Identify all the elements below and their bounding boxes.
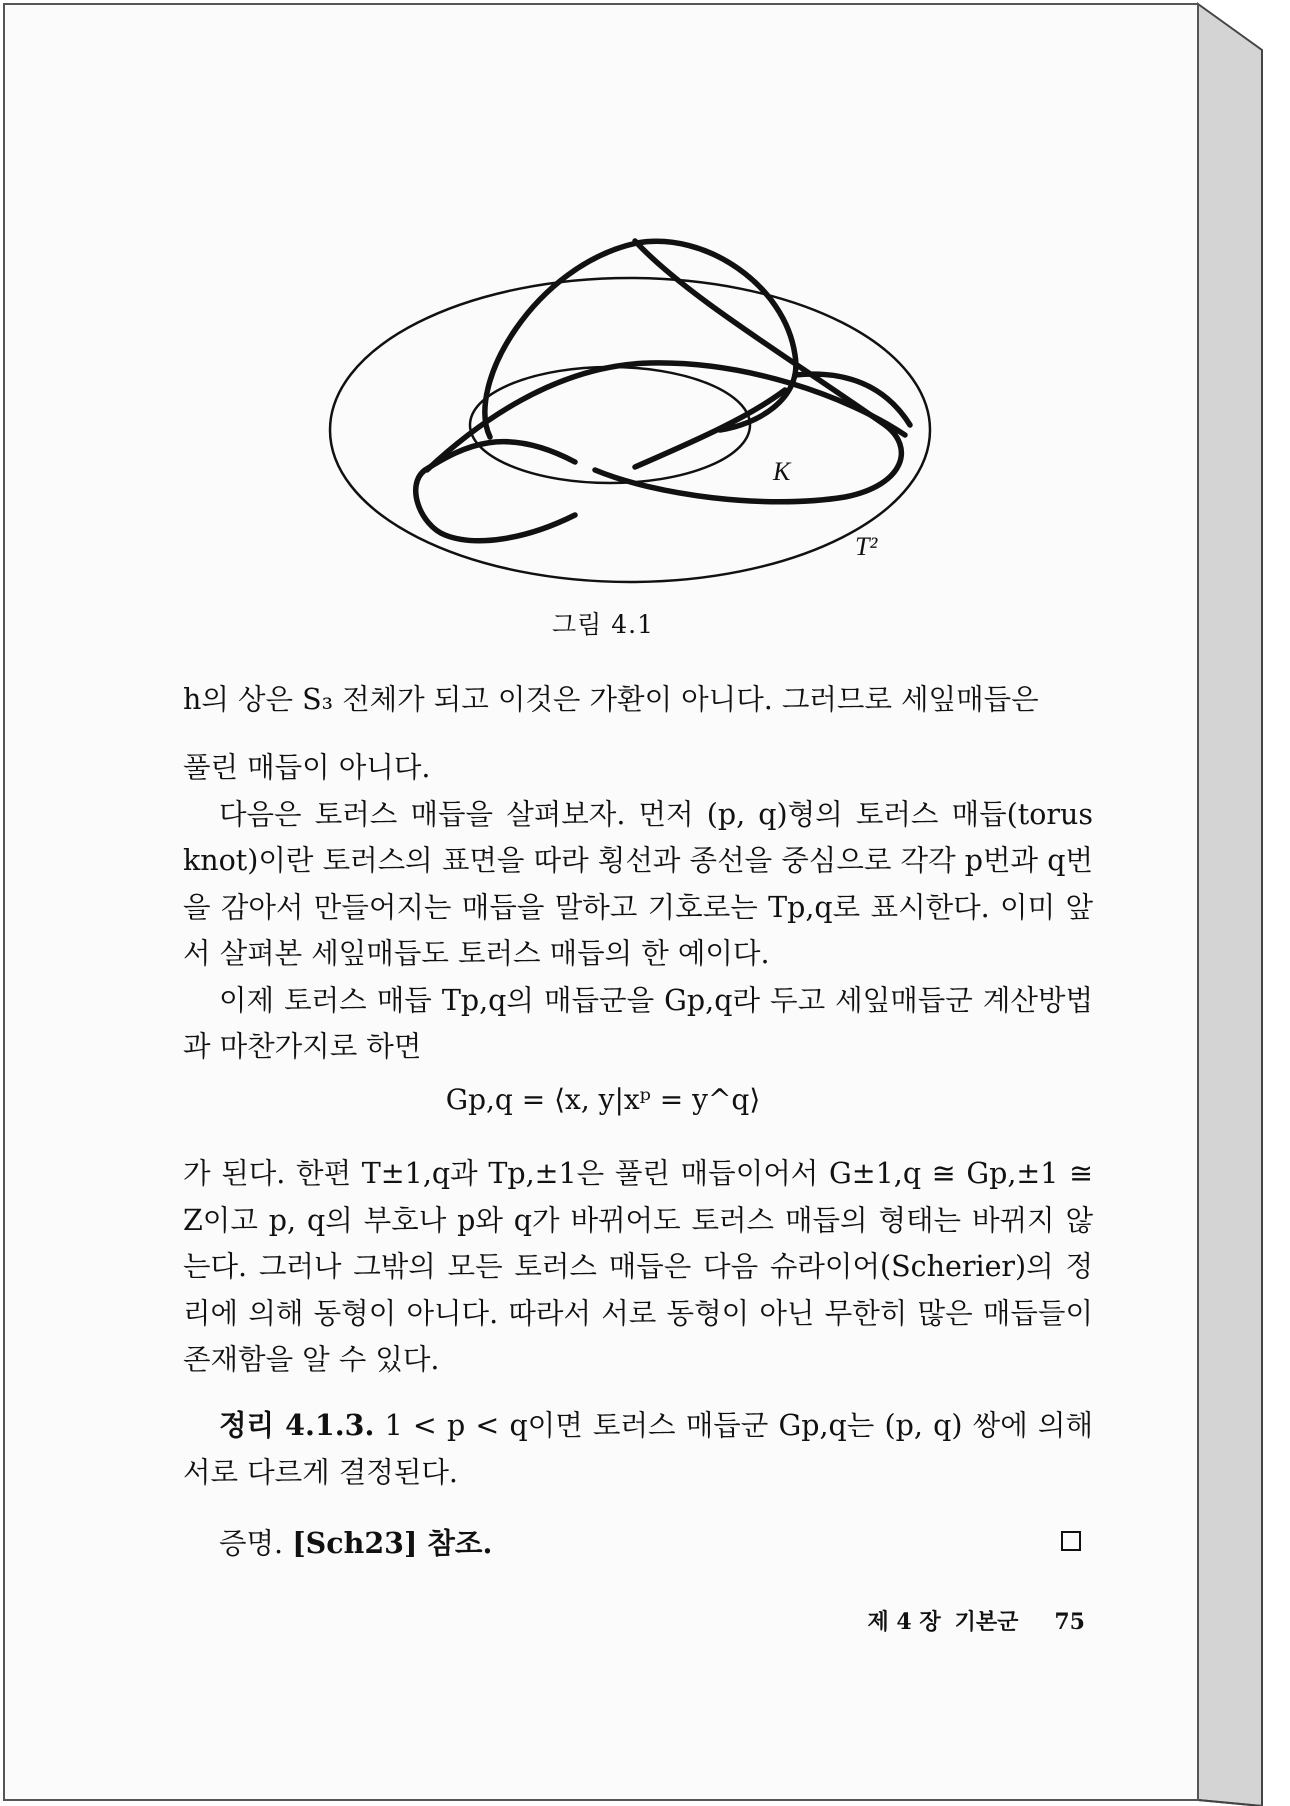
footer-chapter: 제 4 장 (867, 1609, 941, 1635)
paragraph-1-cont (183, 745, 1093, 1071)
page-number: 75 (1054, 1609, 1085, 1635)
equation: Gp,q = ⟨x, y|xᵖ = y^q⟩ (445, 1083, 761, 1116)
torus-label: T² (855, 532, 878, 561)
running-footer (825, 1605, 1085, 1636)
proof-label: 증명. (219, 1527, 284, 1560)
proof (219, 1521, 1081, 1562)
footer-section: 기본군 (954, 1609, 1019, 1635)
paragraph-4-wrap (183, 1151, 1093, 1384)
paragraph-3: 이제 토러스 매듭 Tp,q의 매듭군을 Gp,q라 두고 세잎매듭군 계산방법과 마찬가지로 하면 (183, 983, 1093, 1063)
paragraph-4: 가 된다. 한편 T±1,q과 Tp,±1은 풀린 매듭이어서 G±1,q ≅ Gp,±1 ≅ Z이고 p, q의 부호나 p와 q가 바뀌어도 토러스 매듭의 형태는 바뀌지 않는다. 그러나 그밖의 모든 토러스 매듭은 다음 슈라이어(Scherier)의 정리에 의해 동형이 아니다. 따라서 서로 동형이 아닌 무한히 많은 매듭들이 존재함을 알 수 있다. (183, 1157, 1093, 1376)
proof-text: [Sch23] 참조. (292, 1526, 493, 1560)
knot-label: K (773, 457, 791, 486)
theorem (183, 1402, 1093, 1496)
figure-caption: 그림 4.1 (551, 610, 654, 639)
figure-torus-knot (325, 225, 945, 585)
paragraph-2: 다음은 토러스 매듭을 살펴보자. 먼저 (p, q)형의 토러스 매듭(torus knot)이란 토러스의 표면을 따라 횡선과 종선을 중심으로 각각 p번과 q번을 감아서 만들어지는 매듭을 말하고 기호로는 Tp,q로 표시한다. 이미 앞서 살펴본 세잎매듭도 토러스 매듭의 한 예이다. (183, 797, 1093, 970)
paragraph-1 (183, 677, 1093, 724)
page (3, 3, 1199, 1801)
theorem-text: 1 < p < q이면 토러스 매듭군 Gp,q는 (p, q) 쌍에 의해 서로 다르게 결정된다. (183, 1409, 1093, 1489)
paragraph-1-line-1: h의 상은 S₃ 전체가 되고 이것은 가환이 아니다. 그러므로 세잎매듭은 (183, 683, 1039, 716)
theorem-label: 정리 4.1.3. (219, 1408, 375, 1442)
paragraph-1-line-2: 풀린 매듭이 아니다. (183, 751, 431, 784)
qed-box-icon (1061, 1531, 1081, 1551)
